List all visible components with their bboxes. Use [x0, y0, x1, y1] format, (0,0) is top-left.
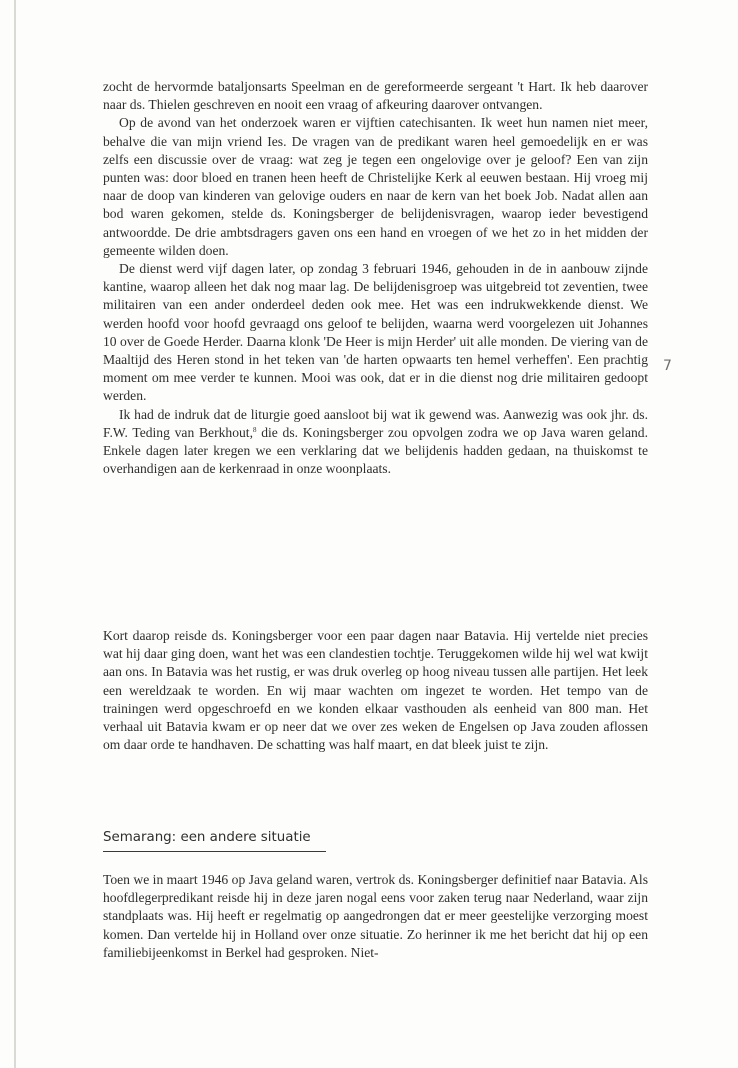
paragraph: Toen we in maart 1946 op Java geland waren, vertrok ds. Koningsberger definitief naar Batavia. Als hoofdlegerpredikant reisde hij in deze jaren nogal eens voor zaken terug naar Nederland, waar zijn standplaats was. Hij heeft er regelmatig op aangedrongen dat er meer geestelijke verzorging moest komen. Dan vertelde hij in Holland over onze situatie. Zo herinner ik me het bericht dat hij op een familiebijeenkomst in Berkel had gesproken. Niet-: [103, 872, 648, 960]
paragraph-text: die ds. Koningsberger zou opvolgen zodra we op Java waren geland. Enkele dagen later kregen we een verklaring dat we belijdenis hadden gedaan, na thuiskomst te overhandigen aan de kerkenraad in onze woonplaats.: [103, 424, 648, 477]
section-heading: Semarang: een andere situatie: [103, 830, 311, 845]
paragraph-text: Ik had de indruk dat de liturgie goed aansloot bij wat ik gewend was. Aanwezig was ook jhr. ds. F.W. Teding van Berkhout,: [103, 406, 648, 440]
page-number: 7: [663, 358, 672, 374]
text-block-bottom: [103, 871, 648, 962]
paragraph: De dienst werd vijf dagen later, op zondag 3 februari 1946, gehouden in de in aanbouw zijnde kantine, waarop alleen het dak nog maar lag. De belijdenisgroep was uitgebreid tot zeventien, twee militairen van een ander onderdeel deden ook mee. Het was een indrukwekkende dienst. We werden hoofd voor hoofd gevraagd ons geloof te belijden, waarna werd voorgelezen uit Johannes 10 over de Goede Herder. Daarna klonk 'De Heer is mijn Herder' uit alle monden. De viering van de Maaltijd des Heren stond in het teken van 'de harten opwaarts ten hemel verheffen'. Een prachtig moment om mee verder te kunnen. Mooi was ook, dat er in die dienst nog drie militairen gedoopt werden.: [103, 261, 648, 404]
paragraph: Kort daarop reisde ds. Koningsberger voor een paar dagen naar Batavia. Hij vertelde niet precies wat hij daar ging doen, want het was een clandestien tochtje. Teruggekomen wilde hij wel wat kwijt aan ons. In Batavia was het rustig, er was druk overleg op hoog niveau tussen alle partijen. Het leek een wereldzaak te worden. En wij maar wachten om ingezet te worden. Het tempo van de trainingen werd opgeschroefd en we konden elkaar vasthouden als eenheid van 800 man. Het verhaal uit Batavia kwam er op neer dat we over zes weken de Engelsen op Java zouden aflossen om daar orde te handhaven. De schatting was half maart, en dat bleek juist te zijn.: [103, 628, 648, 753]
paragraph: [103, 406, 648, 479]
paragraph: zocht de hervormde bataljonsarts Speelman en de gereformeerde sergeant 't Hart. Ik heb daarover naar ds. Thielen geschreven en nooit een vraag of afkeuring daarover ontvangen.: [103, 79, 648, 113]
page-binding-edge: [14, 0, 16, 1068]
text-block-top: [103, 78, 648, 478]
footnote-reference: 8: [252, 425, 257, 434]
paragraph: Op de avond van het onderzoek waren er vijftien catechisanten. Ik weet hun namen niet meer, behalve die van mijn vriend Ies. De vragen van de predikant waren heel gemoedelijk en er was zelfs een discussie over de vraag: wat zeg je tegen een ongelovige over je geloof? Een van zijn punten was: door bloed en tranen heen heeft de Christelijke Kerk al eeuwen bestaan. Hij vroeg mij naar de doop van kinderen van gelovige ouders en naar de kern van het boek Job. Nadat allen aan bod waren gekomen, stelde ds. Koningsberger de belijdenisvragen, waarop ieder bevestigend antwoordde. De drie ambtsdragers gaven ons een hand en vroegen of we het zo in het midden der gemeente wilden doen.: [103, 115, 648, 258]
text-block-middle: [103, 627, 648, 754]
section-heading-underline: [103, 851, 326, 852]
